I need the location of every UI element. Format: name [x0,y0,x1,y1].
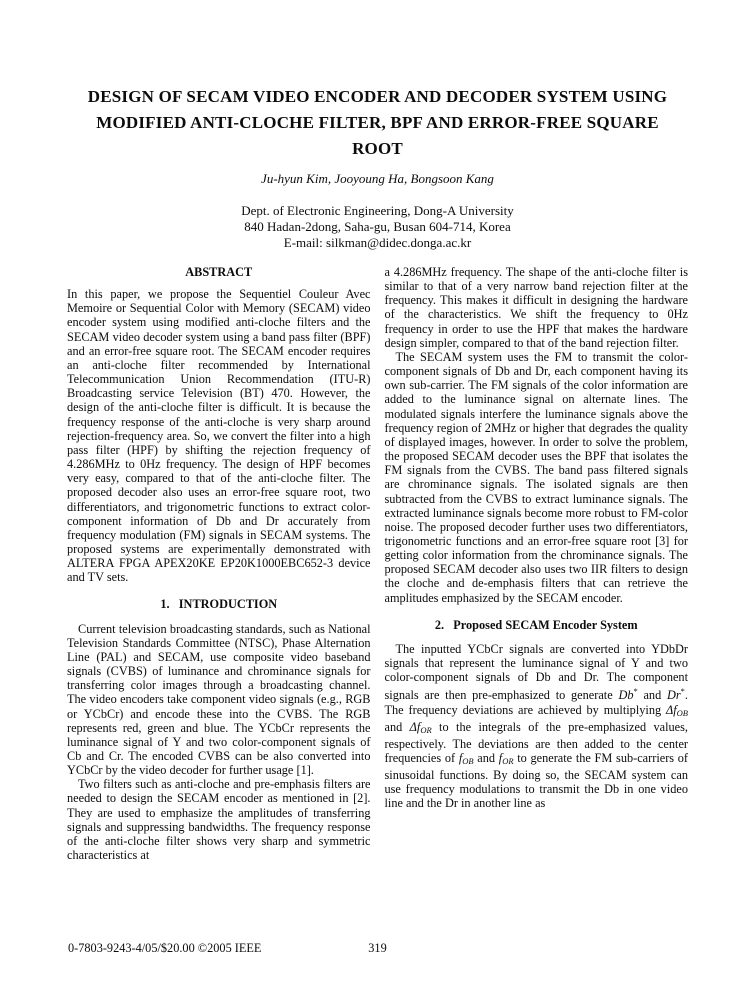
right-column [385,265,689,862]
section2-heading: 2. Proposed SECAM Encoder System [434,617,638,632]
paper-title [60,84,695,162]
paper-title-line-1: DESIGN OF SECAM VIDEO ENCODER AND DECODER SYSTEM USING [87,87,668,106]
authors-line: Ju-hyun Kim, Jooyoung Ha, Bongsoon Kang [261,171,494,186]
footer-copyright: 0-7803-9243-4/05/$20.00 ©2005 IEEE [68,941,262,955]
secam-fm-paragraph: The SECAM system uses the FM to transmit the color-component signals of Db and Dr, each component having its own sub-carrier. The FM signals of the color information are added to the luminance signal on alternate lines. The modulated signals interfere the luminance signals above the frequency region of 2MHz or higher that degrades the quality of displayed images, however. In order to solve the problem, the proposed SECAM decoder uses the BPF that isolates the FM signals from the CVBS. The band pass filtered signals are chrominance signals. The isolated signals are then subtracted from the CVBS to extract luminance signals. The extracted luminance signals become more robust to FM-color noise. The proposed decoder further uses two differentiators, trigonometric functions and an error-free square root [3] for getting color information from the chrominance signals. The proposed SECAM decoder also uses two IIR filters to design the cloche and de-emphasis filters that can retrieve the amplitudes emphasized by the SECAM encoder. [384,349,688,605]
left-column [67,265,371,862]
page-footer [0,941,755,956]
two-column-body [67,265,688,862]
intro-paragraph-1: Current television broadcasting standards, such as National Television Standards Committee (NTSC), Phase Alternation Line (PAL) and SECAM, use composite video baseband signals (CVBS) of luminance and chrominance signals for transferring color images through a broadcasting channel. The video encoders take component video signals (e.g., RGB or YCbCr) and encode these into the CVBS. The RGB represents red, green and blue. The YCbCr represents the luminance signal of Y and two color-component signals of Cb and Cr. The encoded CVBS can be also converted into YCbCr by the video decoder for further usage [1]. [67,621,371,778]
section1-heading: 1. INTRODUCTION [160,597,278,612]
encoder-paragraph: The inputted YCbCr signals are converted into YDbDr signals that represent the luminance signal of Y and two color-component signals of Db and Dr. The component signals are then pre-emphasized to generate Db* and Dr*. The frequency deviations are achieved by multiplying ΔfOB and ΔfOR to the integrals of the pre-emphasized values, respectively. The deviations are then added to the center frequencies of fOB and fOR to generate the FM sub-carriers of sinusoidal functions. By doing so, the SECAM system can use frequency modulations to transmit the Db in one video line and the Dr in another line as [384,641,689,811]
paper-title-line-2: MODIFIED ANTI-CLOCHE FILTER, BPF AND ERROR-FREE SQUARE [96,113,659,132]
abstract-heading: ABSTRACT [185,265,253,279]
affiliation-email: E-mail: silkman@didec.donga.ac.kr [283,235,472,250]
affiliation-block [0,203,755,251]
intro-paragraph-2: Two filters such as anti-cloche and pre-emphasis filters are needed to design the SECAM encoder as mentioned in [2]. They are used to emphasize the amplitudes of transferring signals and suppressing bandwidths. The frequency response of the anti-cloche filter shows very sharp and symmetric characteristics at [67,777,371,863]
affiliation-department: Dept. of Electronic Engineering, Dong-A University [241,203,514,218]
paper-title-line-3: ROOT [352,139,403,158]
page-number: 319 [368,941,387,955]
abstract-paragraph: In this paper, we propose the Sequentiel Couleur Avec Memoire or Sequential Color with Memory (SECAM) video encoder system using modified anti-cloche filters and the SECAM video decoder system using a band pass filter (BPF) and an error-free square root. The SECAM encoder requires an anti-cloche filter recommended by International Telecommunication Union Recommendation (ITU-R) Broadcasting service Television (BT) 470. However, the design of the anti-cloche filter is difficult. It is because the frequency response of the anti-cloche is very sharp around rejection-frequency area. So, we convert the filter into a high pass filter (HPF) by shifting the rejection frequency of 4.286MHz to 0Hz frequency. The design of HPF becomes very easy, compared to that of the anti-cloche filter. The proposed decoder also uses an error-free square root, two differentiators, and trigonometric functions to extract color-component information of Db and Dr accurately from frequency modulation (FM) signals in SECAM systems. The proposed systems are experimentally demonstrated with ALTERA FPGA APEX20KE EP20K1000EBC652-3 device and TV sets. [67,287,371,585]
affiliation-address: 840 Hadan-2dong, Saha-gu, Busan 604-714, Korea [244,219,511,234]
continuation-paragraph: a 4.286MHz frequency. The shape of the anti-cloche filter is similar to that of a very narrow band rejection filter at the frequency. This makes it difficult in designing the hardware of the characteristics. We shift the frequency to 0Hz frequency in order to use the HPF that makes the hardware design simpler, compared to that of the band rejection filter. [384,265,688,350]
